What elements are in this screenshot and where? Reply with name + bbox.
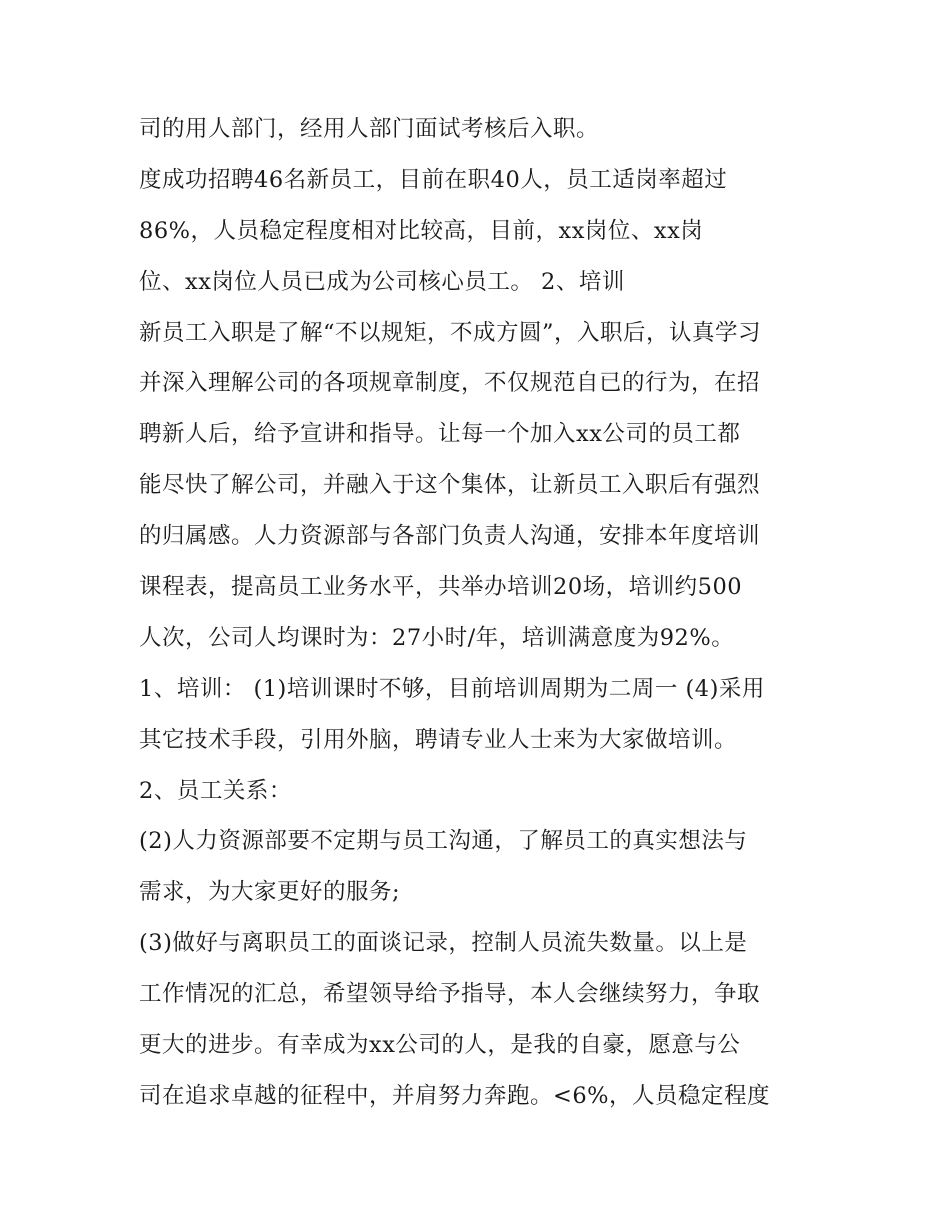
body-text — [139, 104, 819, 1122]
text-line: 能尽快了解公司，并融入于这个集体，让新员工入职后有强烈 — [139, 472, 761, 499]
text-line: 并深入理解公司的各项规章制度，不仅规范自已的行为，在招 — [139, 370, 761, 397]
text-line: 司的用人部门，经用人部门面试考核后入职。 — [139, 116, 600, 142]
text-line: 其它技术手段，引用外脑，聘请专业人士来为大家做培训。 — [139, 726, 738, 753]
text-line: 司在追求卓越的征程中，并肩努力奔跑。<6%，人员稳定程度 — [139, 1082, 771, 1109]
text-line: 人次，公司人均课时为：27小时/年，培训满意度为92%。 — [139, 624, 735, 651]
text-line: 的归属感。人力资源部与各部门负责人沟通，安排本年度培训 — [139, 523, 761, 550]
text-line: 需求，为大家更好的服务; — [139, 879, 401, 906]
text-line: (2)人力资源部要不定期与员工沟通，了解员工的真实想法与 — [139, 828, 748, 855]
text-line: (3)做好与离职员工的面谈记录，控制人员流失数量。以上是 — [139, 930, 748, 957]
text-line: 更大的进步。有幸成为xx公司的人，是我的自豪，愿意与公 — [139, 1032, 741, 1059]
text-line: 聘新人后，给予宣讲和指导。让每一个加入xx公司的员工都 — [139, 421, 741, 448]
text-line: 工作情况的汇总，希望领导给予指导，本人会继续努力，争取 — [139, 981, 761, 1008]
text-line: 1、培训： (1)培训课时不够，目前培训周期为二周一 (4)采用 — [139, 675, 765, 702]
text-line: 新员工入职是了解“不以规矩，不成方圆”，入职后，认真学习 — [139, 319, 762, 346]
text-line: 度成功招聘46名新员工，目前在职40人，员工适岗率超过 — [139, 166, 728, 193]
text-line: 2、员工关系： — [139, 777, 292, 804]
text-line: 86%，人员稳定程度相对比较高，目前，xx岗位、xx岗 — [139, 217, 704, 244]
text-line: 位、xx岗位人员已成为公司核心员工。 2、培训 — [139, 268, 625, 295]
text-line: 课程表，提高员工业务水平，共举办培训20场，培训约500 — [139, 574, 743, 601]
